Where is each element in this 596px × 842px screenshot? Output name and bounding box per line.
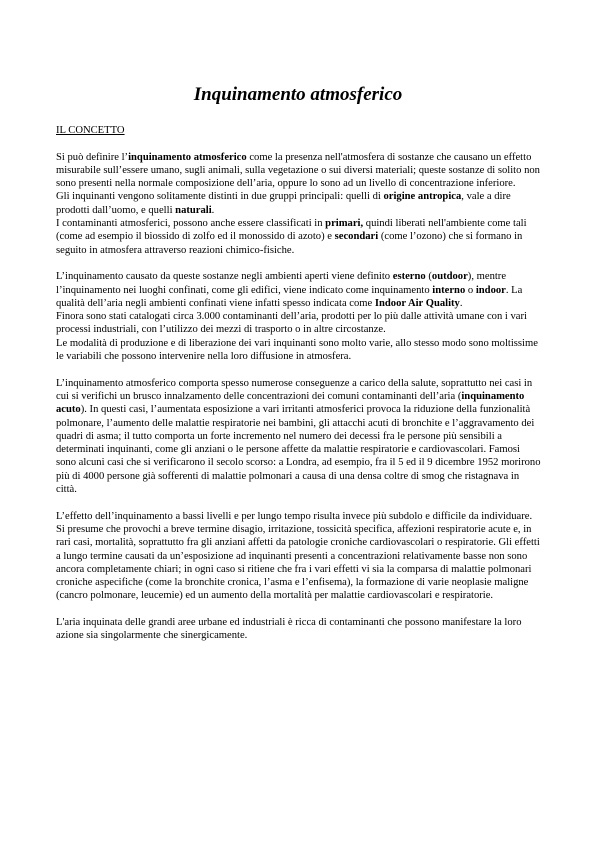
- text-run: (: [425, 271, 432, 283]
- document-body: [56, 124, 542, 643]
- bold-term: naturali: [175, 204, 212, 216]
- text-run: Si può definire l’: [56, 151, 129, 163]
- text-run: L’inquinamento causato da queste sostanze negli ambienti aperti viene definito: [56, 271, 393, 283]
- paragraph-5: [56, 310, 542, 337]
- paragraph-1: [56, 151, 542, 191]
- section-heading: IL CONCETTO: [56, 125, 125, 136]
- text-run: quindi liberati nell'ambiente come tali (come ad esempio il biossido di zolfo ed il monossido di azoto) e: [56, 218, 527, 243]
- bold-term: secondari: [334, 231, 379, 243]
- text-run: L’inquinamento atmosferico comporta spesso numerose conseguenze a carico della salute, soprattutto nei casi in cui si verifichi un brusco innalzamento delle concentrazioni dei comuni contaminanti dell’aria (: [56, 377, 533, 402]
- text-run: .: [459, 297, 463, 309]
- text-run: . La qualità dell’aria negli ambienti confinati viene infatti spesso indicata come: [56, 284, 523, 309]
- bold-term: esterno: [392, 271, 426, 283]
- paragraph-9: [56, 616, 542, 643]
- paragraph-4: [56, 270, 542, 310]
- text-run: ), mentre l’inquinamento nei luoghi confinati, come gli edifici, viene indicato come inquinamento: [56, 271, 507, 296]
- paragraph-8: [56, 510, 542, 603]
- text-run: L’effetto dell’inquinamento a bassi livelli e per lungo tempo risulta invece più subdolo e difficile da individuare. Si presume che provochi a breve termine disagio, irritazione, tossicità specifica, affezioni respiratorie acute e, in rari casi, mortalità, soprattutto fra gli anziani affetti da patologie croniche cardiovascolari o respiratorie. Gli effetti a lungo termine causati da un’esposizione ad inquinanti presenti a concentrazioni relativamente basse non sono ancora completamente chiari; in ogni caso si ritiene che fra i vari effetti vi sia la comparsa di malattie polmonari croniche aspecifiche (come la bronchite cronica, l’asma e l’enfisema), la formazione di varie neoplasie maligne (cancro polmonare, leucemie) ed un aumento della mortalità per malattie cardiovascolari e respiratorie.: [56, 510, 540, 602]
- bold-term: inquinamento atmosferico: [128, 151, 247, 163]
- bold-term: indoor: [475, 284, 506, 296]
- bold-term: inquinamento acuto: [56, 390, 525, 416]
- bold-term: interno: [432, 284, 466, 296]
- title-text: Inquinamento atmosferico: [193, 84, 403, 105]
- text-run: o: [465, 284, 476, 296]
- text-run: , vale a dire prodotti dall’uomo, e quelli: [56, 191, 511, 216]
- text-run: Finora sono stati catalogati circa 3.000 contaminanti dell’aria, prodotti per lo più dalle attività umane con i vari processi industriali, con l’utilizzo dei mezzi di trasporto o in altre circostanze.: [56, 311, 527, 336]
- paragraph-7: [56, 377, 542, 497]
- text-run: ). In questi casi, l’aumentata esposizione a vari irritanti atmosferici provoca la riduzione della funzionalità polmonare, l’aumento delle malattie respiratorie nei bambini, gli attacchi acuti di bronchite e l’aggravamento dei quadri di asma; il tutto comporta un forte incremento nel numero dei decessi fra le persone più sensibili a determinati inquinanti, come gli anziani o le persone affette da malattie respiratorie e cardiovascolari. Famosi sono alcuni casi che si verificarono il secolo scorso: a Londra, ad esempio, fra il 5 ed il 9 dicembre 1952 morirono più di 4000 persone già sofferenti di malattie polmonari a causa di una densa coltre di smog che ristagnava in città.: [56, 404, 541, 496]
- bold-term: origine antropica: [383, 191, 462, 203]
- bold-term: Indoor Air Quality: [374, 297, 460, 309]
- paragraph-3: [56, 217, 542, 257]
- bold-term: outdoor: [431, 271, 468, 283]
- text-run: Gli inquinanti vengono solitamente distinti in due gruppi principali: quelli di: [56, 191, 384, 203]
- text-run: .: [211, 204, 215, 216]
- text-run: (come l’ozono) che si formano in seguito in atmosfera attraverso reazioni chimico-fisiche.: [56, 231, 523, 256]
- text-run: Le modalità di produzione e di liberazione dei vari inquinanti sono molto varie, allo stesso modo sono moltissime le variabili che possono intervenire nella loro diffusione in atmosfera.: [56, 337, 538, 363]
- text-run: I contaminanti atmosferici, possono anche essere classificati in: [56, 218, 326, 230]
- bold-term: primari,: [325, 218, 364, 230]
- paragraph-2: [56, 190, 542, 217]
- page-title: [0, 84, 596, 106]
- text-run: L'aria inquinata delle grandi aree urbane ed industriali è ricca di contaminanti che possono manifestare la loro azione sia singolarmente che sinergicamente.: [56, 616, 522, 642]
- text-run: come la presenza nell'atmosfera di sostanze che causano un effetto misurabile sull’essere umano, sugli animali, sulla vegetazione o sui diversi materiali; queste sostanze di solito non sono presenti nella normale composizione dell’aria, oppure lo sono ad un livello di concentrazione inferiore.: [56, 151, 540, 190]
- paragraph-6: [56, 337, 542, 364]
